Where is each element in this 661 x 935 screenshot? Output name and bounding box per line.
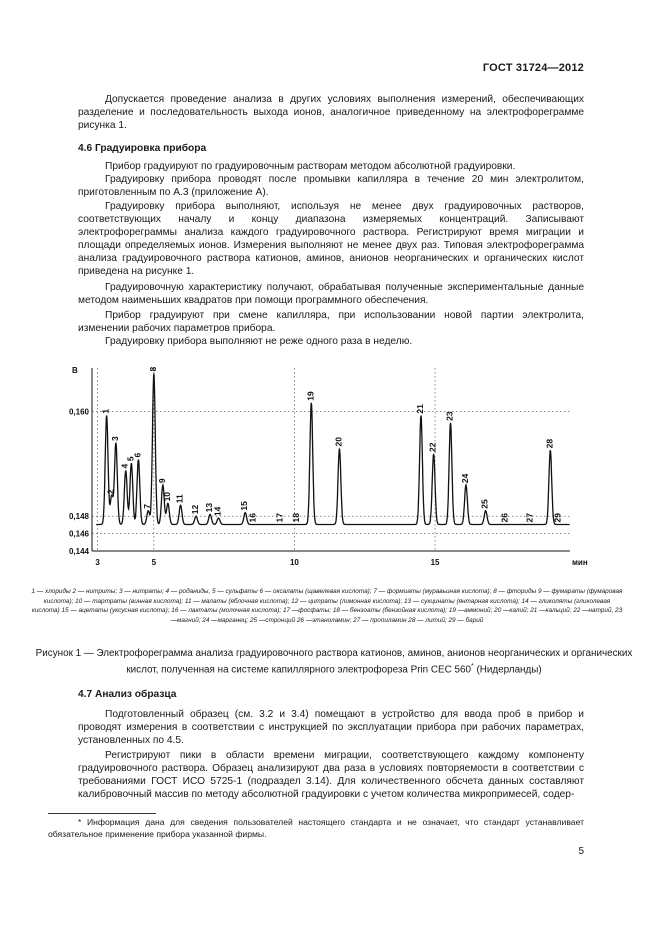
y-axis-label: В bbox=[72, 366, 78, 375]
peak-label-26: 26 bbox=[499, 512, 510, 523]
section-4-7-title: 4.7 Анализ образца bbox=[78, 689, 177, 700]
section-4-6-paragraph-3: Градуировку прибора выполняют, используя не менее двух градуировочных растворов, соответствующих началу и концу диапазона измеряемых концентраций. Записывают электрофореграммы анализа каждого градуировочного раствора. Регистрируют время миграции и площади определяемых ионов. Измерения выполняют не менее двух раз. Типовая электрофореграмма анализа градуировочного раствора катионов, аминов, анионов неорганических и органических кислот приведена на рисунке 1. bbox=[78, 201, 584, 278]
peak-label-19: 19 bbox=[305, 391, 316, 401]
section-4-6-paragraph-4: Градуировочную характеристику получают, обрабатывая полученные экспериментальные данные методом наименьших квадратов при помощи программного обеспечения. bbox=[78, 282, 584, 307]
peak-label-27: 27 bbox=[524, 512, 535, 523]
peak-label-20: 20 bbox=[333, 437, 344, 447]
x-tick-label: 10 bbox=[289, 558, 299, 567]
standard-header: ГОСТ 31724—2012 bbox=[482, 62, 584, 74]
section-4-6-paragraph-1: Прибор градуируют по градуировочным растворам методом абсолютной градуировки. bbox=[105, 161, 516, 172]
x-tick-label: 15 bbox=[430, 558, 440, 567]
footnote: * Информация дана для сведения пользователей настоящего стандарта и не означает, что стандарт устанавливает обязательное применение прибора указанной фирмы. bbox=[48, 817, 584, 839]
x-axis-unit: мин bbox=[572, 558, 588, 567]
peak-label-9: 9 bbox=[156, 478, 167, 484]
footnote-separator bbox=[48, 813, 156, 814]
y-tick-label: 0,146 bbox=[68, 529, 89, 539]
peak-label-7: 7 bbox=[142, 504, 153, 509]
section-4-7-paragraph-2: Регистрируют пики в области времени миграции, соответствующего каждому компоненту градуировочного раствора. Образец анализируют два раза в условиях повторяемости в соответствии с требованиями ГОСТ ИСО 5725-1 (подраздел 3.14). Для количественного обсчета данных составляют калибровочный массив по методу абсолютной градуировки с учетом количества микропримесей, содер- bbox=[78, 750, 584, 801]
figure-caption-tail: (Нидерланды) bbox=[473, 664, 542, 676]
peak-label-25: 25 bbox=[479, 499, 490, 509]
peak-label-22: 22 bbox=[427, 442, 438, 453]
y-tick-label: 0,148 bbox=[68, 512, 89, 522]
peak-label-21: 21 bbox=[414, 404, 425, 414]
peak-label-3: 3 bbox=[109, 436, 120, 442]
page-number: 5 bbox=[578, 846, 584, 857]
peak-label-16: 16 bbox=[247, 512, 258, 523]
section-4-6-paragraph-2: Градуировку прибора проводят после промывки капилляра в течение 20 мин электролитом, приготовленным по А.3 (приложение А). bbox=[78, 174, 584, 199]
peak-label-18: 18 bbox=[291, 512, 302, 523]
chart-peak-labels bbox=[101, 366, 563, 522]
peak-label-11: 11 bbox=[174, 494, 185, 504]
peak-label-29: 29 bbox=[552, 512, 563, 523]
figure-caption bbox=[30, 647, 638, 676]
peak-label-2: 2 bbox=[105, 489, 116, 495]
x-tick-label: 3 bbox=[95, 558, 100, 567]
figure-caption-footnote-mark: * bbox=[470, 663, 474, 670]
figure-caption-text: Рисунок 1 — Электрофореграмма анализа градуировочного раствора катионов, аминов, анионов неорганических и органических кислот, полученная на системе капиллярного электрофореза Prin CEC 560 bbox=[35, 648, 633, 676]
peak-label-14: 14 bbox=[212, 506, 223, 517]
intro-paragraph: Допускается проведение анализа в других условиях выполнения измерений, обеспечивающих разделение и последовательность выхода ионов, аналогичное приведенному на электрофореграмме рисунка 1. bbox=[78, 94, 584, 132]
section-4-6-paragraph-5: Прибор градуируют при смене капилляра, при использовании новой партии электролита, изменении рабочих параметров прибора. bbox=[78, 310, 584, 335]
chart-axes bbox=[92, 368, 570, 551]
peak-label-10: 10 bbox=[161, 491, 172, 502]
peak-label-1: 1 bbox=[100, 408, 111, 414]
peak-label-13: 13 bbox=[204, 502, 215, 513]
peak-label-23: 23 bbox=[444, 411, 455, 421]
peak-label-5: 5 bbox=[125, 456, 136, 462]
figure-legend: 1 — хлориды 2 — нитриты; 3 — нитраты; 4 — роданиды, 5 — сульфаты 6 — оксалаты (щавелевая кислота); 7 — формиаты (муравьиная кислота); 8 — фториды 9 — фумараты (фумаровая кислота); 10 — тартраты (винная кислота); 11 — малаты (яблочная кислота); 12 — цитраты (лимонная кислота); 13 — сукцинаты (янтарная кислота); 14 — гликоляты (гликолевая кислота) 15 — ацетаты (уксусная кислота); 16 — лактаты (молочная кислота); 17 —фосфаты; 18 — бензоаты (бензойная кислота); 19 —аммоний; 20 —калий; 21 —кальций; 22 —натрий, 23 —магний; 24 —марганец; 25 —стронций 26 —этаноламин; 27 — пропиламин 28 — литий; 29 — барий bbox=[31, 588, 623, 625]
chart-tick-labels bbox=[69, 366, 588, 567]
peak-label-4: 4 bbox=[119, 463, 130, 469]
y-tick-label: 0,160 bbox=[68, 407, 89, 417]
peak-label-28: 28 bbox=[544, 438, 555, 449]
peak-label-24: 24 bbox=[459, 473, 470, 484]
section-4-7-paragraph-1: Подготовленный образец (см. 3.2 и 3.4) помещают в устройство для ввода проб в прибор и проводят измерения в соответствии с инструкцией по эксплуатации прибора при рабочих параметрах, установленных по 4.5. bbox=[78, 709, 584, 747]
section-4-6-title: 4.6 Градуировка прибора bbox=[78, 143, 207, 154]
peak-label-17: 17 bbox=[274, 512, 285, 523]
peak-label-6: 6 bbox=[132, 452, 143, 458]
x-tick-label: 5 bbox=[151, 558, 157, 567]
peak-label-15: 15 bbox=[239, 501, 250, 511]
y-tick-label: 0,144 bbox=[68, 547, 89, 556]
chart-gridlines bbox=[92, 368, 570, 551]
peak-label-8: 8 bbox=[147, 366, 158, 372]
electropherogram-chart bbox=[40, 360, 592, 582]
chart-svg bbox=[40, 360, 592, 582]
section-4-6-paragraph-6: Градуировку прибора выполняют не реже одного раза в неделю. bbox=[105, 336, 413, 347]
peak-label-12: 12 bbox=[190, 504, 201, 515]
